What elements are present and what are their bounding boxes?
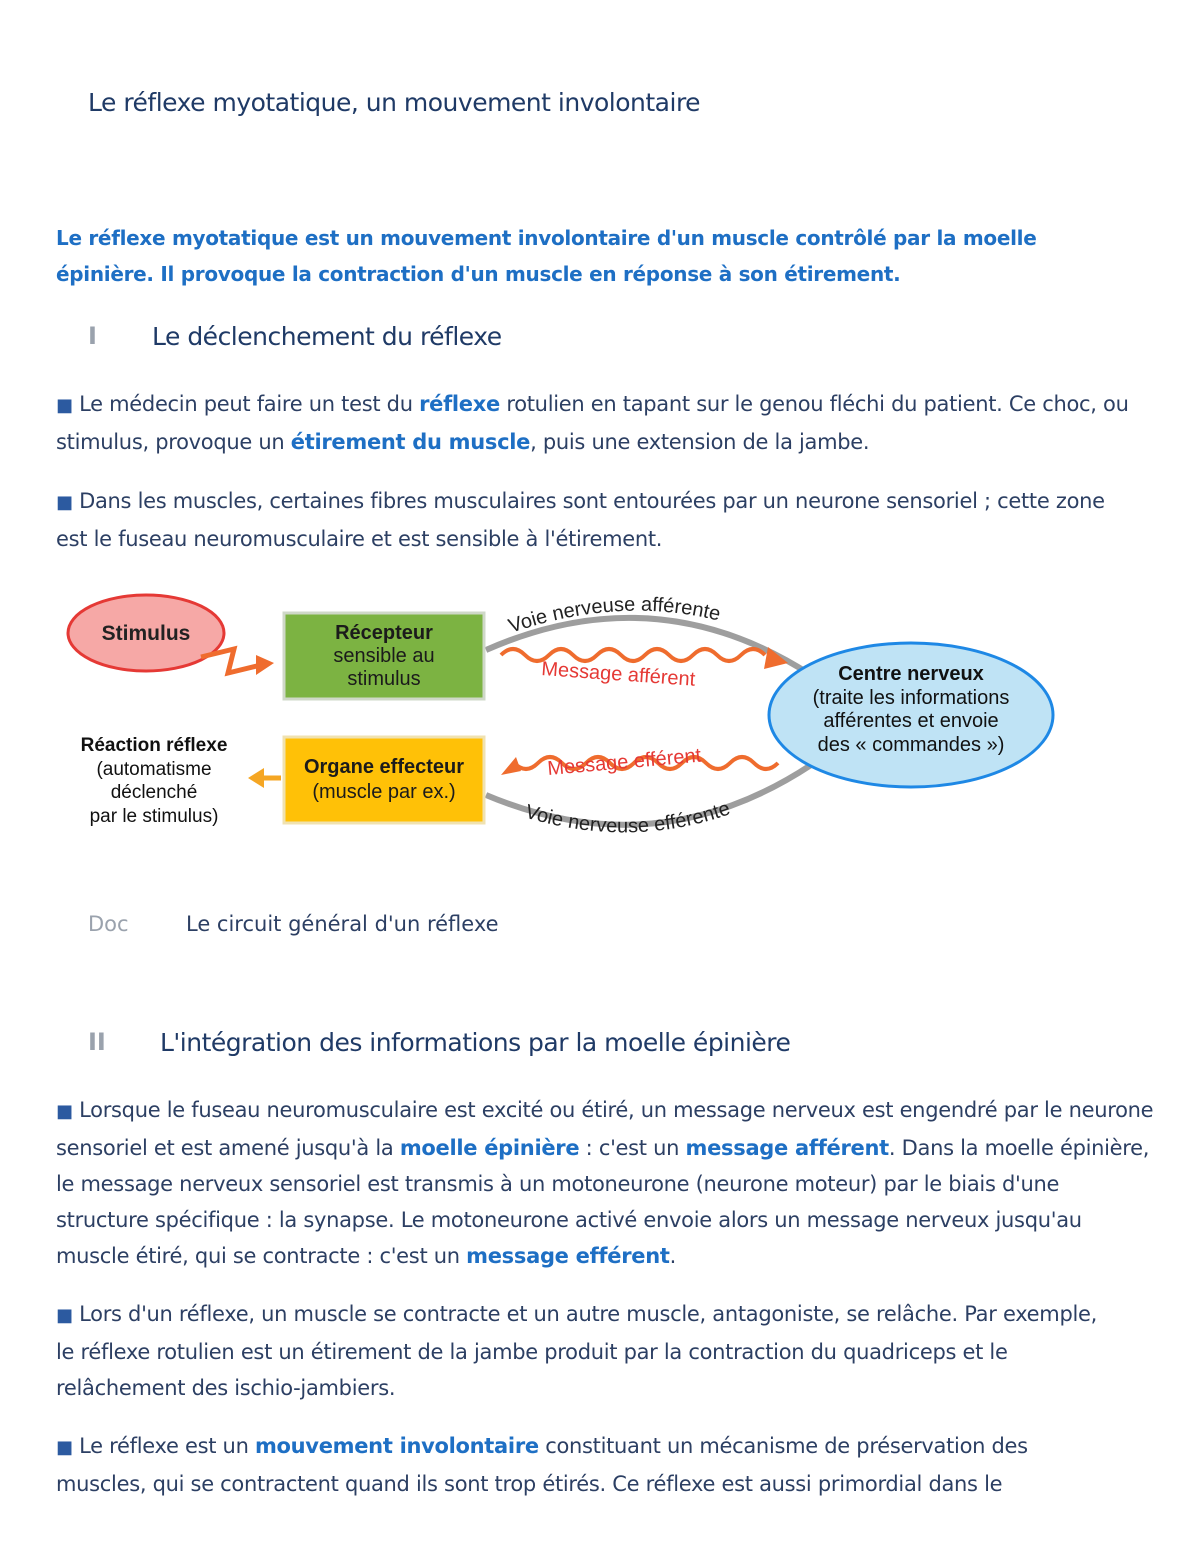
keyword-message-efferent: message efférent [466,1244,670,1268]
page-title: Le réflexe myotatique, un mouvement involontaire [88,88,701,117]
effector-line-2: (muscle par ex.) [312,781,456,803]
text: Le réflexe est un [79,1434,255,1458]
text: , puis une extension de la jambe. [530,430,870,454]
bullet-square-icon: ■ [56,1101,73,1122]
caption-label: Doc [88,912,129,936]
caption-text: Le circuit général d'un réflexe [186,912,499,936]
section-2-title: L'intégration des informations par la moelle épinière [160,1028,791,1057]
keyword-message-afferent: message afférent [685,1136,889,1160]
keyword-etirement: étirement du muscle [290,430,531,454]
centre-line-3: afférentes et envoie [823,710,999,732]
bullet-square-icon: ■ [56,1305,73,1326]
paragraph-3 [56,1092,1156,1274]
keyword-reflexe: réflexe [419,392,500,416]
receptor-line-2: sensible au [333,645,435,667]
section-1-number: I [88,322,97,350]
text: . [669,1244,676,1268]
stimulus-label: Stimulus [101,622,191,645]
arrowhead-icon [501,757,521,775]
arrowhead-icon [256,655,274,675]
bullet-square-icon: ■ [56,1437,73,1458]
text: constituant un mécanisme de préservation des muscles, qui se contractent quand ils sont trop étirés. Ce réflexe est aussi primordial dans le [56,1434,1028,1496]
text: Le médecin peut faire un test du [79,392,420,416]
arrowhead-icon [248,768,264,788]
efferent-message-label: Message efférent [546,744,703,780]
centre-line-4: des « commandes ») [817,734,1005,756]
bullet-square-icon: ■ [56,492,73,513]
reaction-line-2: (automatisme [96,759,212,780]
keyword-moelle-epiniere: moelle épinière [399,1136,580,1160]
reflex-circuit-diagram [56,585,1066,849]
section-2-number: II [88,1028,106,1056]
intro-summary: Le réflexe myotatique est un mouvement involontaire d'un muscle contrôlé par la moelle épinière. Il provoque la contraction d'un muscle en réponse à son étirement. [56,226,1037,286]
text: rotulien en tapant sur le genou fléchi du patient. Ce choc, ou stimulus, provoque un [56,392,1129,454]
receptor-line-1: Récepteur [335,622,433,644]
reaction-line-3: déclenché [110,782,198,803]
afferent-pathway-label: Voie nerveuse afférente [505,593,723,638]
paragraph-2 [56,483,1116,557]
afferent-message-label: Message afférent [540,658,696,691]
centre-line-1: Centre nerveux [838,663,984,685]
centre-line-2: (traite les informations [812,687,1010,709]
text: Lors d'un réflexe, un muscle se contracte et un autre muscle, antagoniste, se relâche. Par exemple, le réflexe rotulien est un étirement de la jambe produit par la contraction du quadriceps et le relâchement des ischio-jambiers. [56,1302,1098,1400]
text: . Dans la moelle épinière, le message nerveux sensoriel est transmis à un motoneurone (neurone moteur) par le biais d'une structure spécifique : la synapse. Le motoneurone activé envoie alors un message nerveux jusqu'au muscle étiré, qui se contracte : c'est un [56,1136,1150,1268]
keyword-mouvement-involontaire: mouvement involontaire [254,1434,539,1458]
text: Dans les muscles, certaines fibres musculaires sont entourées par un neurone sensoriel ; cette zone est le fuseau neuromusculaire et est sensible à l'étirement. [56,489,1105,551]
reflex-circuit-svg [56,585,1066,845]
receptor-line-3: stimulus [347,668,421,690]
text: : c'est un [579,1136,686,1160]
stimulus-zigzag-arrow [201,649,261,673]
paragraph-1 [56,386,1156,460]
efferent-pathway-label: Voie nerveuse efférente [522,797,733,838]
afferent-message-wave [501,649,765,661]
paragraph-5 [56,1428,1116,1502]
bullet-square-icon: ■ [56,395,73,416]
effector-box [284,737,484,823]
reaction-line-4: par le stimulus) [89,806,219,827]
effector-line-1: Organe effecteur [303,756,465,778]
reaction-line-1: Réaction réflexe [80,735,228,756]
section-1-title: Le déclenchement du réflexe [152,322,502,351]
paragraph-4 [56,1296,1116,1406]
text: Lorsque le fuseau neuromusculaire est excité ou étiré, un message nerveux est engendré par le neurone sensoriel et est amené jusqu'à la [56,1098,1154,1160]
